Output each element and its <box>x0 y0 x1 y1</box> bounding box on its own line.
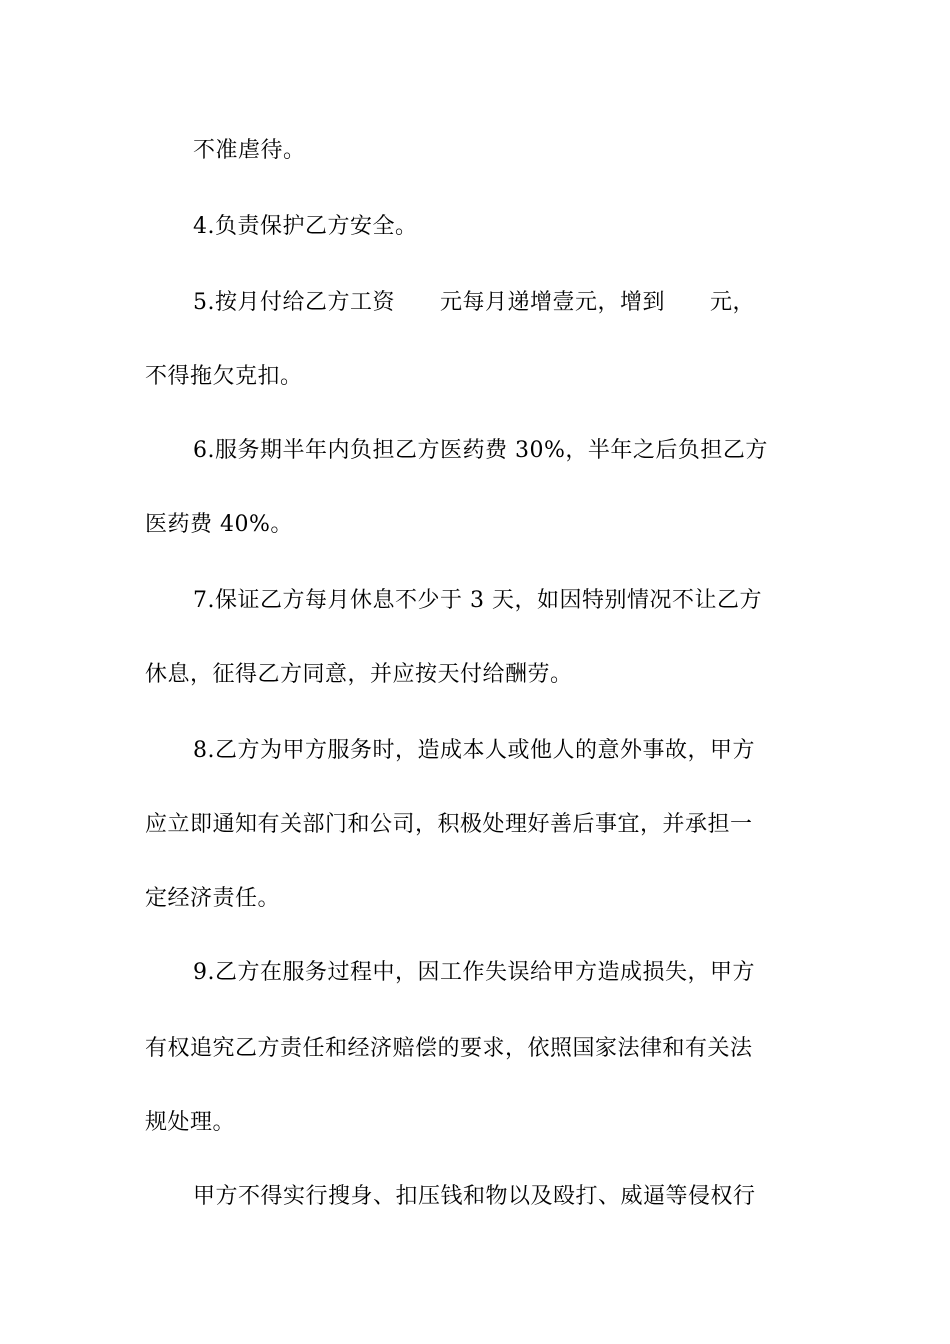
text-line: 8.乙方为甲方服务时，造成本人或他人的意外事故，甲方 <box>193 738 755 763</box>
text-line: 4.负责保护乙方安全。 <box>193 214 418 239</box>
text-line: 规处理。 <box>145 1110 236 1135</box>
text-line: 6.服务期半年内负担乙方医药费 30%，半年之后负担乙方 <box>193 438 768 463</box>
text-line: 7.保证乙方每月休息不少于 3 天，如因特别情况不让乙方 <box>193 588 762 613</box>
text-line: 甲方不得实行搜身、扣压钱和物以及殴打、威逼等侵权行 <box>193 1184 756 1209</box>
text-line: 应立即通知有关部门和公司，积极处理好善后事宜，并承担一 <box>145 812 753 837</box>
text-line: 定经济责任。 <box>145 886 281 911</box>
text-line: 有权追究乙方责任和经济赔偿的要求，依照国家法律和有关法 <box>145 1036 753 1061</box>
text-line: 5.按月付给乙方工资 元每月递增壹元，增到 元， <box>193 290 755 315</box>
text-line: 9.乙方在服务过程中，因工作失误给甲方造成损失，甲方 <box>193 960 755 985</box>
text-line: 医药费 40%。 <box>145 512 293 537</box>
text-line: 不准虐待。 <box>193 138 306 163</box>
text-line: 不得拖欠克扣。 <box>145 364 303 389</box>
text-line: 休息，征得乙方同意，并应按天付给酬劳。 <box>145 662 573 687</box>
